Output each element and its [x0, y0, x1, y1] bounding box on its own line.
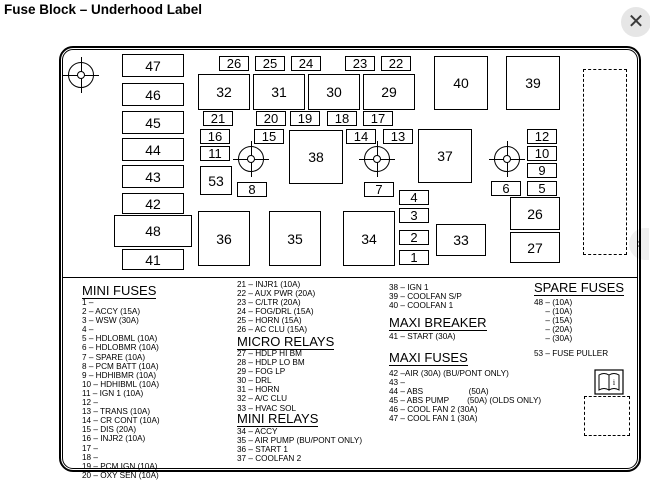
fuse-slot-16: 16 — [200, 129, 230, 144]
fuse-slot-4: 4 — [399, 190, 429, 205]
legend-entry: 12 – — [82, 398, 98, 408]
legend-entry: 42 –AIR (30A) (BU/PONT ONLY) — [389, 369, 509, 378]
legend-entry: – (10A) — [534, 307, 573, 317]
maxi-fuses-list — [389, 369, 541, 424]
legend-entry: 26 – AC CLU (15A) — [237, 325, 308, 335]
legend-entry: 5 – HDLOBML (10A) — [82, 334, 158, 344]
legend-entry: 19 – PCM IGN (10A) — [82, 461, 158, 471]
legend-entry: 15 – DIS (20A) — [82, 425, 137, 435]
legend-entry: 17 – — [82, 443, 98, 453]
fuse-slot-43: 43 — [122, 165, 184, 188]
legend-entry: 45 – ABS PUMP (50A) (OLDS ONLY) — [389, 396, 542, 406]
relay-slot-32: 32 — [198, 74, 250, 110]
maxi-fuses-heading: MAXI FUSES — [389, 350, 468, 365]
legend-entry: 11 – IGN 1 (10A) — [82, 388, 144, 398]
legend-entry: 16 – INJR2 (10A) — [82, 434, 146, 444]
legend-entry: 2 – ACCY (15A) — [82, 307, 141, 317]
fuse-slot-3: 3 — [399, 208, 429, 223]
maxi-breaker-heading: MAXI BREAKER — [389, 315, 487, 330]
legend-entry: 28 – HDLP LO BM — [237, 358, 305, 368]
fuse-slot-21: 21 — [203, 111, 233, 126]
legend-entry: 14 – CR CONT (10A) — [82, 416, 160, 426]
relay-slot-35: 35 — [269, 211, 321, 266]
relay-slot-27: 27 — [510, 232, 560, 263]
fuse-slot-2: 2 — [399, 230, 429, 245]
legend-entry: 9 – HDHIBMR (10A) — [82, 370, 157, 380]
fuse-slot-8: 8 — [237, 182, 267, 197]
fuse-slot-17: 17 — [363, 111, 393, 126]
fuse-slot-26: 26 — [219, 56, 249, 71]
svg-text:i: i — [612, 378, 616, 387]
relay-slot-39: 39 — [506, 56, 560, 110]
legend-divider — [62, 277, 638, 278]
legend-entry: 40 – COOLFAN 1 — [389, 301, 454, 311]
legend-entry: 35 – AIR PUMP (BU/PONT ONLY) — [237, 436, 363, 446]
legend-entry: 23 – C/LTR (20A) — [237, 298, 301, 308]
mini-fuses-list-continued — [237, 280, 315, 335]
close-icon[interactable]: ✕ — [621, 7, 650, 37]
fuse-slot-46: 46 — [122, 83, 184, 106]
fuse-slot-14: 14 — [346, 129, 376, 144]
legend-entry: 36 – START 1 — [237, 445, 288, 455]
fuse-slot-18: 18 — [327, 111, 357, 126]
fuse-slot-11: 11 — [200, 146, 230, 161]
fuse-slot-41: 41 — [122, 249, 184, 270]
legend-entry: 32 – A/C CLU — [237, 394, 288, 404]
fuse-slot-9: 9 — [527, 163, 557, 178]
legend-entry: 22 – AUX PWR (20A) — [237, 289, 316, 299]
fuse-slot-44: 44 — [122, 138, 184, 161]
legend-entry: 48 – (10A) — [534, 298, 573, 307]
legend-entry: 21 – INJR1 (10A) — [237, 280, 301, 289]
legend-entry: 39 – COOLFAN S/P — [389, 292, 462, 302]
fuse-slot-7: 7 — [364, 182, 394, 197]
legend-entry: – (15A) — [534, 316, 573, 326]
legend-entry: 38 – IGN 1 — [389, 283, 429, 292]
relay-slot-40: 40 — [434, 56, 488, 110]
legend-entry: 47 – COOL FAN 1 (30A) — [389, 414, 478, 424]
legend-entry: 4 – — [82, 325, 94, 335]
relay-slot-31: 31 — [253, 74, 305, 110]
relay-slot-30: 30 — [308, 74, 360, 110]
relay-slot-29: 29 — [363, 74, 415, 110]
legend-entry: – (30A) — [534, 334, 573, 344]
legend-entry: 7 – SPARE (10A) — [82, 352, 146, 362]
fuse-slot-5: 5 — [527, 181, 557, 196]
mini-relays-list — [237, 427, 362, 463]
spare-fuses-heading: SPARE FUSES — [534, 280, 625, 295]
legend-entry: 43 – — [389, 378, 405, 388]
legend-entry: 10 – HDHIBML (10A) — [82, 379, 160, 389]
legend-entry: 41 – START (30A) — [389, 332, 456, 341]
legend-entry: 8 – PCM BATT (10A) — [82, 361, 159, 371]
breaker-slot-48: 48 — [114, 215, 192, 247]
maxi-breaker-list — [389, 332, 455, 341]
fuse-slot-42: 42 — [122, 193, 184, 214]
legend-entry: 33 – HVAC SOL — [237, 403, 297, 413]
fuse-slot-23: 23 — [345, 56, 375, 71]
legend-entry: 46 – COOL FAN 2 (30A) — [389, 405, 478, 415]
relay-slot-38: 38 — [289, 130, 343, 184]
fuse-slot-24: 24 — [291, 56, 321, 71]
legend-entry: 37 – COOLFAN 2 — [237, 454, 302, 464]
legend-entry: 25 – HORN (15A) — [237, 316, 302, 326]
relay-slot-26: 26 — [510, 197, 560, 230]
relay-slot-36: 36 — [198, 211, 250, 266]
legend-entry: 27 – HDLP HI BM — [237, 349, 302, 358]
owner-manual-icon — [594, 369, 624, 395]
fuse-slot-10: 10 — [527, 146, 557, 161]
mini-fuses-list — [82, 298, 160, 480]
legend-entry: 31 – HORN — [237, 385, 280, 395]
legend-entry: – (20A) — [534, 325, 573, 335]
fuse-slot-6: 6 — [491, 181, 521, 196]
mini-fuses-heading: MINI FUSES — [82, 283, 157, 298]
fuse-slot-13: 13 — [383, 129, 413, 144]
fuse-slot-15: 15 — [254, 129, 284, 144]
spare-fuse-holder-area — [583, 69, 627, 255]
fuse-slot-19: 19 — [290, 111, 320, 126]
fuse-puller-label: 53 – FUSE PULLER — [534, 349, 609, 358]
legend-entry: 20 – OXY SEN (10A) — [82, 470, 159, 480]
fuse-slot-12: 12 — [527, 129, 557, 144]
fuse-puller-holder-area — [584, 396, 630, 436]
legend-entry: 1 – — [82, 298, 94, 307]
fuse-slot-22: 22 — [381, 56, 411, 71]
legend-entry: 18 – — [82, 452, 98, 462]
micro-relays-heading: MICRO RELAYS — [237, 334, 335, 349]
mini-relays-heading: MINI RELAYS — [237, 411, 319, 426]
relay-slot-33: 33 — [436, 224, 486, 256]
legend-entry: 30 – DRL — [237, 376, 272, 386]
relays-list — [389, 283, 462, 310]
page-title: Fuse Block – Underhood Label — [4, 2, 203, 17]
spare-fuses-list — [534, 298, 572, 343]
fuse-slot-47: 47 — [122, 54, 184, 77]
fuse-puller-slot-53: 53 — [200, 166, 232, 195]
legend-entry: 13 – TRANS (10A) — [82, 407, 151, 417]
fuse-slot-25: 25 — [255, 56, 285, 71]
legend-entry: 34 – ACCY — [237, 427, 278, 436]
fuse-slot-1: 1 — [399, 250, 429, 265]
relay-slot-37: 37 — [418, 129, 472, 183]
fuse-slot-20: 20 — [256, 111, 286, 126]
legend-entry: 3 – WSW (30A) — [82, 316, 139, 326]
relay-slot-34: 34 — [343, 211, 395, 266]
next-arrow-icon[interactable]: › — [629, 228, 649, 260]
fuse-slot-45: 45 — [122, 111, 184, 134]
micro-relays-list — [237, 349, 305, 413]
legend-entry: 44 – ABS (50A) — [389, 387, 489, 397]
legend-entry: 29 – FOG LP — [237, 367, 286, 377]
legend-entry: 24 – FOG/DRL (15A) — [237, 307, 314, 317]
legend-entry: 6 – HDLOBMR (10A) — [82, 343, 159, 353]
